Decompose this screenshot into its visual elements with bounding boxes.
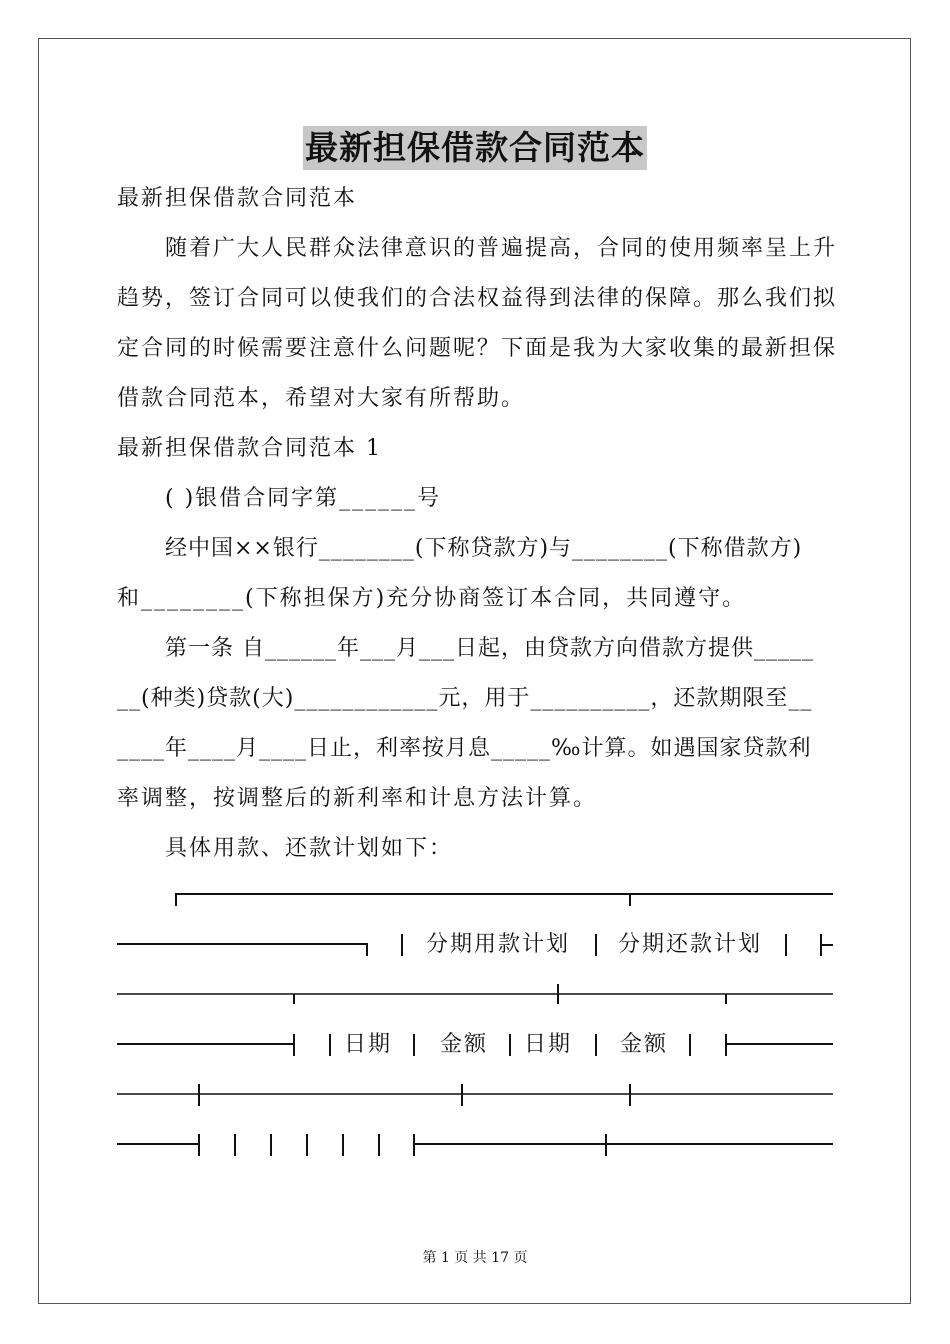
article1-line-3: ____年____月____日止，利率按月息_____‰计算。如遇国家贷款利 [117,736,812,761]
col-amount-2: 金额 [620,1032,669,1057]
section-heading: 最新担保借款合同范本 1 [117,436,382,461]
plan-intro: 具体用款、还款计划如下： [165,836,454,861]
parties-line-2: 和________(下称担保方)充分协商签订本合同，共同遵守。 [117,586,747,611]
article1-line-1: 第一条 自______年___月___日起，由贷款方向借款方提供_____ [165,636,814,661]
intro-line-3: 定合同的时候需要注意什么问题呢？下面是我为大家收集的最新担保 [117,336,838,361]
intro-line-2: 趋势，签订合同可以使我们的合法权益得到法律的保障。那么我们拟 [117,286,838,311]
col-date-1: 日期 [344,1032,393,1057]
subtitle: 最新担保借款合同范本 [117,186,358,211]
intro-line-4: 借款合同范本，希望对大家有所帮助。 [117,386,526,411]
col-amount-1: 金额 [440,1032,489,1057]
page-footer: 第 1 页 共 17 页 [422,1250,528,1266]
contract-number: ( )银借合同字第______号 [165,486,442,511]
parties-line-1: 经中国××银行________(下称贷款方)与________(下称借款方) [165,536,803,561]
article1-line-4: 率调整，按调整后的新利率和计息方法计算。 [117,786,598,811]
header-repay-plan: 分期还款计划 [618,932,763,957]
document-title: 最新担保借款合同范本 [303,126,647,170]
article1-line-2: __(种类)贷款(大)____________元，用于__________，还款期限至__ [117,686,813,711]
intro-line-1: 随着广大人民群众法律意识的普遍提高，合同的使用频率呈上升 [165,236,838,261]
header-use-plan: 分期用款计划 [426,932,571,957]
col-date-2: 日期 [524,1032,573,1057]
